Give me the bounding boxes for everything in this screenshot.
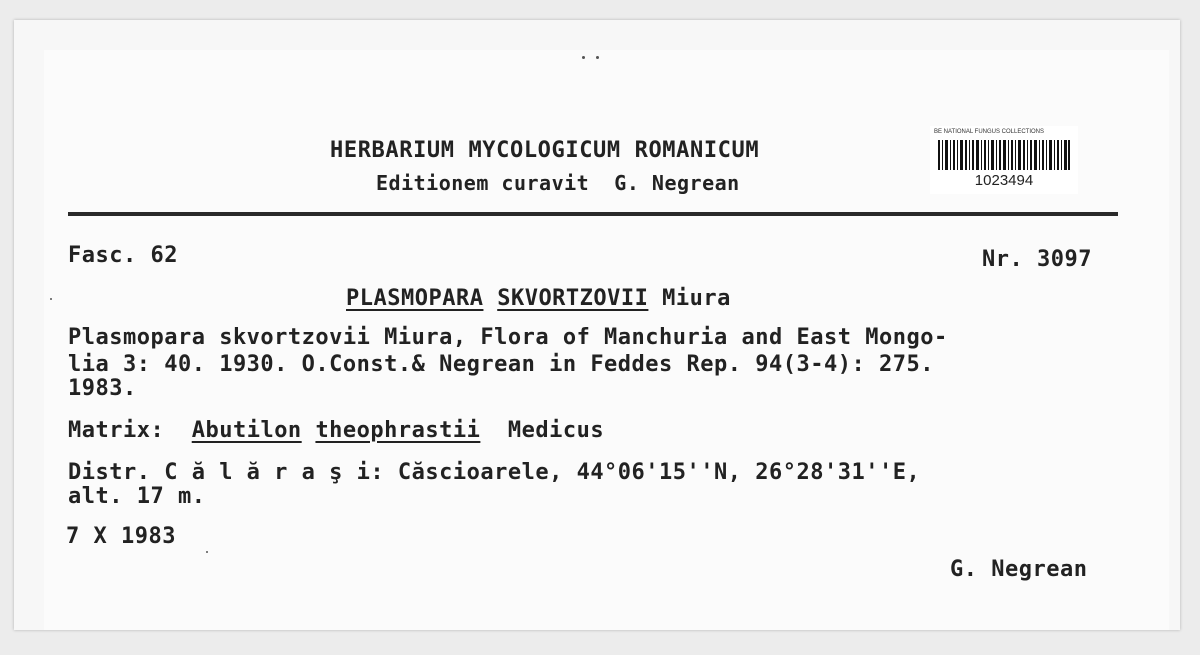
species-author: Miura	[662, 286, 731, 311]
reference-line: lia 3: 40. 1930. O.Const.& Negrean in Feddes Rep. 94(3-4): 275.	[68, 352, 934, 377]
species-name	[346, 286, 731, 311]
herbarium-title: HERBARIUM MYCOLOGICUM ROMANICUM	[330, 138, 760, 163]
paper-speck	[582, 56, 585, 59]
reference-line: 1983.	[68, 376, 137, 401]
paper-speck	[596, 56, 599, 59]
header-divider	[68, 212, 1118, 216]
species-epithet: SKVORTZOVII	[497, 286, 649, 311]
barcode-icon	[938, 140, 1070, 170]
paper-speck	[50, 298, 52, 300]
exsiccata-number: Nr. 3097	[982, 247, 1092, 272]
fascicle-number: Fasc. 62	[68, 243, 178, 268]
reference-line: Plasmopara skvortzovii Miura, Flora of Manchuria and East Mongo-	[68, 325, 948, 350]
barcode-institution: BE NATIONAL FUNGUS COLLECTIONS	[934, 129, 1045, 135]
editor-line: Editionem curavit G. Negrean	[376, 171, 740, 195]
barcode-number: 1023494	[974, 172, 1034, 189]
matrix-line	[68, 418, 604, 443]
collection-date: 7 X 1983	[66, 524, 176, 549]
matrix-label: Matrix:	[68, 418, 165, 443]
host-author: Medicus	[507, 418, 605, 443]
host-genus: Abutilon	[191, 418, 302, 443]
paper-speck	[206, 551, 208, 553]
collector-name: G. Negrean	[950, 557, 1088, 582]
locality-line: alt. 17 m.	[68, 484, 206, 509]
host-epithet: theophrastii	[315, 418, 481, 443]
locality-line: Distr. C ă l ă r a ş i: Căscioarele, 44°06'15''N, 26°28'31''E,	[68, 460, 921, 485]
barcode-sticker	[930, 126, 1078, 194]
genus-name: PLASMOPARA	[346, 286, 484, 311]
